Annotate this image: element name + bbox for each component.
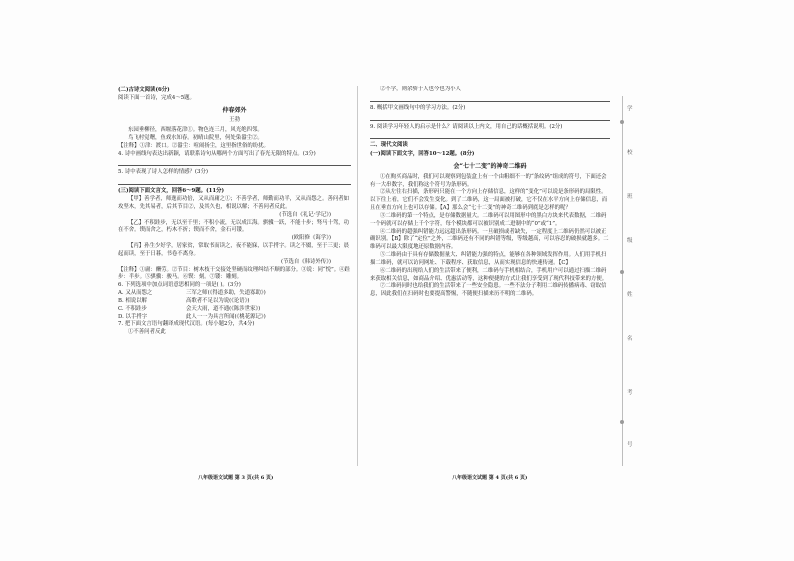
binding-hole [620,420,624,424]
article-paragraph: ④二维码的超强纠错能力远远超出条形码。一旦破损或者缺失，一定程度上二维码仍然可以被正确识别。【B】除了“定位”之外，二维码还有不同的纠错等级，等级越高，可以容忍的破损就越多。二维码可以最大限度地还原数据内容。 [370,228,609,251]
question-7-1: ①不善问者反此 [128,329,166,336]
passage-source: (节选自《礼记·学记》) [279,211,331,218]
passage-source: (节选自《韩诗外传》) [280,258,331,265]
binding-label: 级 [627,238,633,244]
article-paragraph: ⑤二维码由于具有存储数据量大、纠错能力强的特点，能够在各种领域发挥作用。人们用手机扫描二维码，就可以访问网址、下载程序、获取信息，从而实现信息的快速传递。【C】 [370,252,607,266]
passage-source: (欧阳修《诲学》) [291,235,331,242]
question-5: 5. 诗中表现了诗人怎样的情感？(3分) [118,169,208,176]
binding-hole [620,120,624,124]
binding-label: 班 [627,194,633,200]
binding-label: 名 [627,336,633,342]
poem-line: 东园垂柳径，西堰落花津①。物色连三月，风光绝四邻。 [128,127,263,134]
page-divider [357,86,358,466]
section-intro: 阅读下面一首诗，完成4～5题。 [118,94,195,101]
page-footer: 八年级语文试题 第 3 页(共 6 页) [198,475,274,481]
binding-label: 学 [627,106,633,112]
article-paragraph: ⑦二维码同时也给我们的生活带来了一些安全隐患。一些不法分子利用二维码传播病毒、窃取信息，因此我们在扫码时也要提高警惕，不随便扫描来历不明的二维码。 [370,283,607,298]
option-text: 会天大雨，道不通(《陈涉世家》) [186,305,261,312]
article-paragraph: ⑥二维码的出现给人们的生活带来了便利，二维码与手机相结合，手机用户可以通过扫描二维码来获取相关信息，如商品介绍、优惠活动等，这种便捷的方式让我们享受到了现代科技带来的方便。 [370,267,608,282]
passage-yi: 【乙】不积跬步，无以至千里；不积小流，无以成江海。骐骥一跃，不能十步；驽马十驾，功在不舍。锲而舍之，朽木不折；锲而不舍，金石可镂。 [118,219,350,234]
question-7: 7. 把下面文言语句翻译成现代汉语。(每小题2分，共4分) [118,321,255,328]
page-footer: 八年级语文试题 第 4 页(共 6 页) [452,475,528,481]
option-text: 此人一一为具言所闻(《桃花源记》) [186,313,266,320]
option-text: 三军之师(《得道多助，失道寡助》) [186,290,266,297]
question-8: 8. 概括甲文画线句中的学习方法。(2分) [370,104,466,111]
answer-line[interactable] [118,159,351,166]
question-7-2: ②不学，则余骄于人也今也为小人 [380,86,461,92]
passage-bing: 【丙】孙生少好学，居家贫，常取书而读之，夜不能寐，以手捋字。读之不辍，至于三更；晨起而读，至于日暮，书卷不离身。 [118,243,350,257]
binding-label: 号 [627,442,633,448]
question-9: 9. 阅读学习年轻人的启示是什么？请阅读以上内文，用自己的话概括说明。(2分) [370,123,563,130]
poem-notes: 【注释】①津：渡口。②嚣尘：喧闹扬尘，这里指世俗的纷扰。 [118,142,269,149]
option-label: B. 相说以解 [118,297,147,304]
article-paragraph: ③二维码的第一个特点，是存储数据量大。二维码可以用图形中的黑白方块来代表数据，二维码一个码就可以存储上千个字符，每个模块都可以被识别成二进制中的“0”或“1”。 [370,212,607,227]
option-label: D. 以手捋字 [118,313,148,320]
binding-label: 校 [627,150,633,156]
answer-line[interactable] [370,95,610,102]
section-header: (二)古诗文阅读(6分) [118,87,170,93]
question-4: 4. 诗中画线句表达出新颖，请联系诗句从哪两个方面写出了春光无限的特点。(3分) [118,150,316,157]
binding-hole [620,270,624,274]
right-page [370,86,610,466]
poem-author: 王勃 [229,117,240,124]
passage-notes: 【注释】①庸：酬劳。②节目：树木枝干交接处坚硬而纹理纠结不顺的部分。③说：同“悦”。④跬步：半步。⑤骐骥：骏马。⑥锲：刻。⑦镂：雕刻。 [118,266,350,281]
passage-jia: 【甲】善学者，师逸而功倍，又从而庸之①；不善学者，师勤而功半，又从而怨之。善问者如攻坚木，先其易者，后其节目②，及其久也，相说以解；不善问者反此。 [118,196,350,210]
option-text: 高歌者不足以为说(《论语》) [186,297,250,304]
section-subheader: (一)阅读下面文字，回答10～12题。(8分) [370,151,475,158]
poem-title: 仲春郊外 [222,106,247,114]
option-label: C. 不积跬步 [118,305,147,312]
option-row[interactable] [118,298,351,306]
question-6: 6. 下列选项中加点词语意思相同的一项是( )。(3分) [118,282,241,289]
article-paragraph: ②从左往右扫描，条形码只能在一个方向上存储信息，这样的“变化”可以说是条形码的局限性。以下往上看，它们不会发生变化。到了二维码，这一局面被打破，它不仅在水平方向上存储信息，而且在垂直方向上也可以存储。【A】那么会“七十二变”的神奇二维码到底是怎样的呢？ [370,189,608,212]
answer-line[interactable] [370,132,610,139]
option-row[interactable] [118,306,351,314]
answer-line[interactable] [370,114,610,121]
left-page [118,86,351,466]
binding-label: 考 [627,390,633,396]
article-paragraph: ①在购买商品时，我们可以观察到包装盒上有一个由粗细不一的“条纹码”组成的符号，下面还会有一大串数字，我们称这个符号为条形码。 [370,173,607,188]
answer-line[interactable] [118,178,351,185]
article-title: 会“七十二变”的神奇二维码 [453,163,527,171]
section-header: (三)阅读下面文言文，回答6～9题。(11分) [118,188,225,195]
poem-line: 鸟飞村觉曙，鱼戏水知春。初晴山院里，何处染嚣尘②。 [128,135,263,141]
section-header: 二、现代文阅读 [370,142,408,149]
option-row[interactable] [118,290,351,298]
binding-label: 姓 [627,292,633,298]
option-label: A. 又从而怨之 [118,290,153,297]
